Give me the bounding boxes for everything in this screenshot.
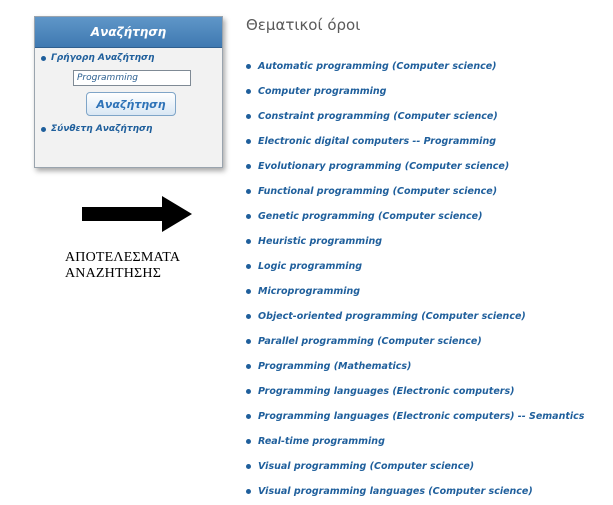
- bullet-icon: [246, 164, 251, 169]
- bullet-icon: [246, 239, 251, 244]
- subject-term-link[interactable]: Logic programming: [258, 261, 363, 272]
- list-item: [246, 404, 584, 429]
- list-item: [246, 279, 584, 304]
- bullet-icon: [246, 489, 251, 494]
- bullet-icon: [246, 139, 251, 144]
- advanced-search-link[interactable]: Σύνθετη Αναζήτηση: [51, 124, 153, 134]
- subject-term-link[interactable]: Genetic programming (Computer science): [258, 211, 483, 222]
- subject-term-link[interactable]: Microprogramming: [258, 286, 361, 297]
- subject-term-link[interactable]: Functional programming (Computer science): [258, 186, 498, 197]
- bullet-icon: [246, 264, 251, 269]
- list-item: [246, 429, 584, 454]
- results-label-line1: ΑΠΟΤΕΛΕΣΜΑΤΑ: [65, 250, 181, 265]
- search-input[interactable]: [73, 70, 191, 86]
- bullet-icon: [246, 314, 251, 319]
- subject-term-link[interactable]: Real-time programming: [258, 436, 385, 447]
- list-item: [246, 254, 584, 279]
- subject-term-link[interactable]: Programming languages (Electronic computers): [258, 386, 515, 397]
- list-item: [246, 354, 584, 379]
- list-item: [246, 179, 584, 204]
- subject-term-link[interactable]: Automatic programming (Computer science): [258, 61, 497, 72]
- right-arrow-icon: [82, 196, 192, 232]
- subject-term-link[interactable]: Evolutionary programming (Computer science): [258, 161, 510, 172]
- subject-term-link[interactable]: Parallel programming (Computer science): [258, 336, 482, 347]
- list-item: [246, 154, 584, 179]
- subject-term-link[interactable]: Visual programming languages (Computer science): [258, 486, 533, 497]
- list-item: [246, 304, 584, 329]
- list-item: [246, 229, 584, 254]
- list-item: [246, 479, 584, 504]
- search-panel-header: Αναζήτηση: [35, 17, 222, 48]
- results-label-line2: ΑΝΑΖΗΤΗΣΗΣ: [65, 266, 162, 281]
- list-item: [246, 104, 584, 129]
- subject-term-link[interactable]: Programming (Mathematics): [258, 361, 412, 372]
- bullet-icon: [246, 189, 251, 194]
- bullet-icon: [246, 89, 251, 94]
- subject-term-link[interactable]: Visual programming (Computer science): [258, 461, 475, 472]
- bullet-icon: [246, 464, 251, 469]
- list-item: [246, 329, 584, 354]
- list-item: [246, 79, 584, 104]
- bullet-icon: [246, 364, 251, 369]
- search-button[interactable]: Αναζήτηση: [86, 92, 176, 116]
- bullet-icon: [246, 389, 251, 394]
- subject-term-link[interactable]: Electronic digital computers -- Programming: [258, 136, 497, 147]
- bullet-icon: [246, 214, 251, 219]
- subject-terms-title: Θεματικοί όροι: [246, 16, 361, 34]
- bullet-icon: [246, 114, 251, 119]
- quick-search-link[interactable]: Γρήγορη Αναζήτηση: [51, 53, 155, 63]
- bullet-icon: [246, 64, 251, 69]
- subject-term-link[interactable]: Programming languages (Electronic computers) -- Semantics: [258, 411, 585, 422]
- bullet-icon: [246, 439, 251, 444]
- list-item: [246, 204, 584, 229]
- list-item: [246, 379, 584, 404]
- quick-search-link-row[interactable]: [41, 53, 154, 63]
- results-label: [65, 250, 180, 282]
- list-item: [246, 129, 584, 154]
- subject-terms-list: [246, 54, 584, 504]
- search-panel: [34, 16, 223, 168]
- subject-term-link[interactable]: Object-oriented programming (Computer science): [258, 311, 526, 322]
- bullet-icon: [246, 339, 251, 344]
- list-item: [246, 454, 584, 479]
- subject-term-link[interactable]: Heuristic programming: [258, 236, 383, 247]
- subject-term-link[interactable]: Constraint programming (Computer science): [258, 111, 498, 122]
- bullet-icon: [41, 56, 46, 61]
- bullet-icon: [246, 414, 251, 419]
- bullet-icon: [246, 289, 251, 294]
- bullet-icon: [41, 127, 46, 132]
- list-item: [246, 54, 584, 79]
- advanced-search-link-row[interactable]: [41, 124, 152, 134]
- subject-term-link[interactable]: Computer programming: [258, 86, 387, 97]
